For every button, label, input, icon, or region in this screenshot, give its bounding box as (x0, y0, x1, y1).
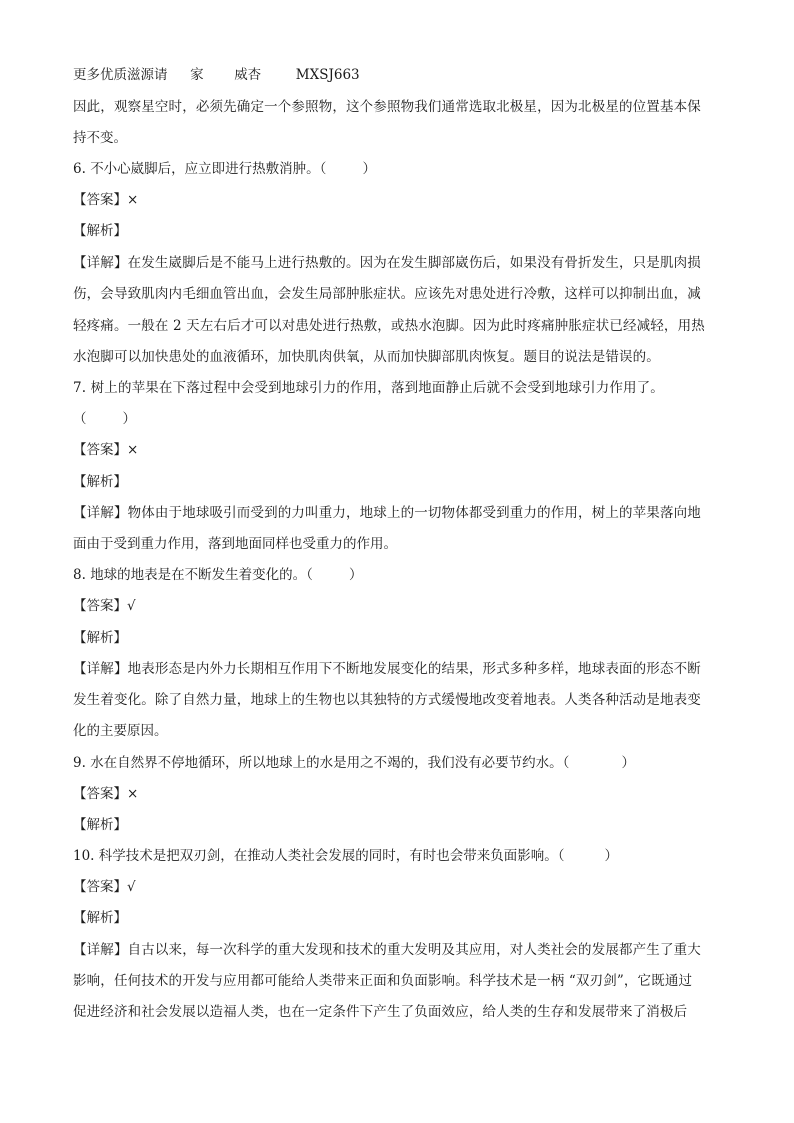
answer-value: × (127, 192, 139, 208)
question-number: 7. (73, 380, 87, 396)
detail-text: 在发生崴脚后是不能马上进行热敷的。因为在发生脚部崴伤后，如果没有骨折发生，只是肌肉损 (127, 255, 701, 271)
question-8 (73, 566, 362, 584)
intro-line-1: 因此，观察星空时，必须先确定一个参照物，这个参照物我们通常选取北极星，因为北极星的位置基本保 (73, 99, 701, 115)
question-close-paren: ） (122, 411, 136, 427)
detail-7-line-2: 面由于受到重力作用，落到地面同样也受重力的作用。 (73, 536, 397, 552)
question-6 (73, 160, 376, 178)
question-7-parens (73, 410, 136, 428)
analysis-label-7: 【解析】 (73, 474, 127, 490)
question-7 (73, 379, 664, 397)
question-text: 水在自然界不停地循环，所以地球上的水是用之不竭的，我们没有必要节约水。（ (90, 755, 570, 771)
answer-8 (73, 597, 136, 615)
detail-10-line-2: 影响，任何技术的开发与应用都可能给人类带来正面和负面影响。科学技术是一柄 “双刃剑”，它既通过 (73, 973, 693, 989)
detail-label: 【详解】 (73, 661, 128, 677)
question-close-paren: ） (348, 567, 363, 583)
analysis-label-9: 【解析】 (73, 817, 127, 833)
question-text: 不小心崴脚后，应立即进行热敷消肿。（ (90, 161, 327, 177)
answer-label: 【答案】 (73, 786, 127, 802)
detail-10-line-3: 促进经济和社会发展以造福人类，也在一定条件下产生了负面效应，给人类的生存和发展带来了消极后 (73, 1004, 688, 1020)
detail-8-line-3: 化的主要原因。 (73, 723, 168, 739)
question-10 (73, 847, 618, 865)
question-number: 9. (73, 755, 86, 771)
answer-6 (73, 191, 138, 209)
answer-value: √ (127, 879, 136, 895)
detail-6-line-4: 水泡脚可以加快患处的血液循环，加快肌肉供氧，从而加快脚部肌肉恢复。题目的说法是错误的。 (73, 349, 660, 365)
detail-text: 物体由于地球吸引而受到的力叫重力，地球上的一切物体都受到重力的作用，树上的苹果落向地 (127, 505, 701, 521)
answer-value: √ (127, 598, 136, 614)
detail-7-line-1 (73, 504, 701, 522)
answer-7 (73, 441, 138, 459)
detail-text: 自古以来，每一次科学的重大发现和技术的重大发明及其应用，对人类社会的发展都产生了重大 (127, 942, 701, 958)
answer-10 (73, 878, 136, 896)
answer-label: 【答案】 (73, 442, 127, 458)
question-close-paren: ） (621, 755, 635, 771)
header-watermark (73, 66, 360, 84)
header-text-2: 家 (190, 67, 204, 83)
analysis-label-8: 【解析】 (73, 630, 127, 646)
question-text: 科学技术是把双刃剑，在推动人类社会发展的同时，有时也会带来负面影响。（ (98, 848, 565, 864)
detail-6-line-1 (73, 254, 701, 272)
question-number: 8. (73, 567, 86, 583)
detail-10-line-1 (73, 941, 701, 959)
answer-value: × (127, 786, 139, 802)
detail-6-line-3: 轻疼痛。一般在 2 天左右后才可以对患处进行热敷，或热水泡脚。因为此时疼痛肿胀症状已经减轻，用热 (73, 318, 705, 334)
answer-label: 【答案】 (73, 598, 127, 614)
detail-8-line-1 (73, 660, 701, 678)
detail-label: 【详解】 (73, 942, 128, 958)
detail-8-line-2: 发生着变化。除了自然力量，地球上的生物也以其独特的方式缓慢地改变着地表。人类各种活动是地表变 (73, 692, 701, 708)
answer-value: × (127, 442, 139, 458)
detail-label: 【详解】 (73, 255, 128, 271)
question-open-paren: （ (73, 411, 87, 427)
question-number: 10. (73, 848, 95, 864)
question-9 (73, 754, 635, 772)
header-text-1: 更多优质滋源请 (73, 67, 168, 83)
detail-6-line-2: 伤，会导致肌肉内毛细血管出血，会发生局部肿胀症状。应该先对患处进行冷敷，这样可以抑制出血，减 (73, 286, 701, 302)
intro-line-2: 持不变。 (73, 130, 127, 146)
answer-label: 【答案】 (73, 879, 127, 895)
detail-text: 地表形态是内外力长期相互作用下不断地发展变化的结果，形式多种多样，地球表面的形态不断 (127, 661, 701, 677)
detail-label: 【详解】 (73, 505, 128, 521)
question-close-paren: ） (362, 161, 376, 177)
question-close-paren: ） (604, 848, 619, 864)
header-text-3: 威杏 (234, 67, 262, 83)
answer-9 (73, 785, 138, 803)
header-text-4: MXSJ663 (295, 67, 360, 83)
analysis-label-6: 【解析】 (73, 223, 127, 239)
question-text: 地球的地表是在不断发生着变化的。（ (90, 567, 313, 583)
question-text: 树上的苹果在下落过程中会受到地球引力的作用，落到地面静止后就不会受到地球引力作用了。 (90, 380, 664, 396)
answer-label: 【答案】 (73, 192, 127, 208)
analysis-label-10: 【解析】 (73, 910, 127, 926)
question-number: 6. (73, 161, 86, 177)
